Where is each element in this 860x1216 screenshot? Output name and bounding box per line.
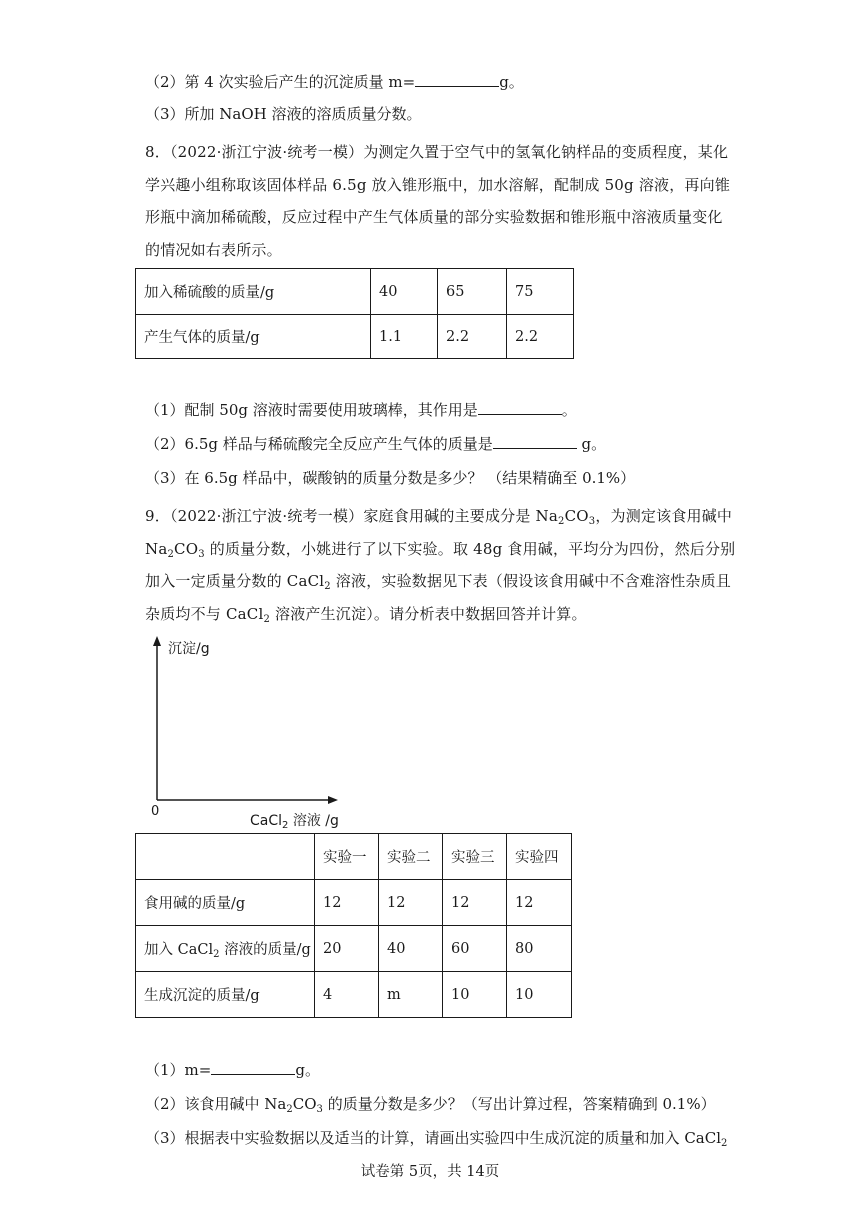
table-cell: 食用碱的质量/g bbox=[136, 880, 315, 926]
table-cell: 12 bbox=[507, 880, 572, 926]
table-header: 实验一 bbox=[315, 834, 379, 880]
table-cell: 75 bbox=[507, 269, 574, 315]
q7-sub2: （2）第 4 次实验后产生的沉淀质量 m= g。 bbox=[145, 73, 524, 91]
q8-table bbox=[135, 268, 574, 359]
table-row bbox=[136, 972, 572, 1018]
table-cell: 20 bbox=[315, 926, 379, 972]
table-cell: 4 bbox=[315, 972, 379, 1018]
q8-sub3: （3）在 6.5g 样品中，碳酸钠的质量分数是多少？ （结果精确至 0.1%） bbox=[145, 469, 636, 487]
x-axis-label: CaCl$_2$ 溶液 /g bbox=[250, 813, 339, 831]
table-cell: 加入稀硫酸的质量/g bbox=[136, 269, 371, 315]
table-header: 实验二 bbox=[379, 834, 443, 880]
table-cell: 40 bbox=[371, 269, 438, 315]
x-axis-arrow-icon bbox=[328, 796, 338, 804]
q8-stem bbox=[145, 136, 731, 266]
table-row bbox=[136, 880, 572, 926]
q7-sub3: （3）所加 NaOH 溶液的溶质质量分数。 bbox=[145, 105, 422, 123]
table-cell: 12 bbox=[443, 880, 507, 926]
page-footer: 试卷第 5页，共 14页 bbox=[360, 1164, 500, 1180]
y-axis-label: 沉淀/g bbox=[168, 641, 210, 657]
q8-line-2: 学兴趣小组称取该固体样品 6.5g 放入锥形瓶中，加水溶解，配制成 50g 溶液，再向锥 bbox=[145, 175, 731, 194]
q9-sub1: （1）m= g。 bbox=[145, 1061, 320, 1079]
q8-line-1: 8．（2022·浙江宁波·统考一模）为测定久置于空气中的氢氧化钠样品的变质程度，某化 bbox=[145, 143, 729, 161]
q8-line-3: 形瓶中滴加稀硫酸，反应过程中产生气体质量的部分实验数据和锥形瓶中溶液质量变化 bbox=[145, 208, 723, 226]
answer-blank[interactable] bbox=[493, 434, 577, 449]
table-cell: 2.2 bbox=[438, 315, 507, 359]
table-cell: 60 bbox=[443, 926, 507, 972]
chart-axes bbox=[138, 632, 358, 832]
q9-sub2: （2）该食用碱中 $Na_2CO_3$ 的质量分数是多少？（写出计算过程，答案精确到 0.1%） bbox=[145, 1095, 716, 1115]
q9-table bbox=[135, 833, 572, 1018]
table-cell: 1.1 bbox=[371, 315, 438, 359]
table-cell: 2.2 bbox=[507, 315, 574, 359]
table-cell: 12 bbox=[315, 880, 379, 926]
q9-stem bbox=[145, 500, 736, 630]
q8-sub2: （2）6.5g 样品与稀硫酸完全反应产生气体的质量是 g。 bbox=[145, 435, 607, 453]
table-cell: 10 bbox=[443, 972, 507, 1018]
table-cell: 12 bbox=[379, 880, 443, 926]
q9-line-1: 9．（2022·浙江宁波·统考一模）家庭食用碱的主要成分是 $Na_2CO_3$，为测定该食用碱中 bbox=[145, 507, 733, 527]
table-header: 实验三 bbox=[443, 834, 507, 880]
table-row bbox=[136, 315, 574, 359]
table-cell: 加入 CaCl$_2$ 溶液的质量/g bbox=[136, 926, 315, 972]
q9-line-4: 杂质均不与 CaCl$_2$ 溶液产生沉淀）。请分析表中数据回答并计算。 bbox=[145, 604, 587, 625]
table-cell: 10 bbox=[507, 972, 572, 1018]
table-row bbox=[136, 269, 574, 315]
q8-sub1: （1）配制 50g 溶液时需要使用玻璃棒，其作用是 。 bbox=[145, 401, 577, 419]
q9-sub3: （3）根据表中实验数据以及适当的计算，请画出实验四中生成沉淀的质量和加入 CaCl$_2$ bbox=[145, 1129, 728, 1149]
table-cell: 生成沉淀的质量/g bbox=[136, 972, 315, 1018]
q7-sub2-text: （2）第 4 次实验后产生的沉淀质量 m= bbox=[145, 73, 416, 91]
origin-label: 0 bbox=[151, 804, 160, 819]
table-cell: 产生气体的质量/g bbox=[136, 315, 371, 359]
precipitate-chart[interactable] bbox=[138, 632, 358, 836]
q8-line-4: 的情况如右表所示。 bbox=[145, 240, 282, 259]
answer-blank[interactable] bbox=[211, 1060, 295, 1075]
table-cell: 40 bbox=[379, 926, 443, 972]
y-axis-arrow-icon bbox=[153, 636, 161, 646]
q9-line-2: $Na_2CO_3$ 的质量分数，小姚进行了以下实验。取 48g 食用碱，平均分为四份，然后分别 bbox=[145, 539, 736, 560]
table-cell bbox=[136, 834, 315, 880]
table-cell: 80 bbox=[507, 926, 572, 972]
table-row bbox=[136, 926, 572, 972]
table-cell: m bbox=[379, 972, 443, 1018]
q9-line-3: 加入一定质量分数的 CaCl$_2$ 溶液，实验数据见下表（假设该食用碱中不含难溶性杂质且 bbox=[145, 572, 731, 592]
answer-blank[interactable] bbox=[415, 72, 499, 87]
answer-blank[interactable] bbox=[478, 400, 562, 415]
table-cell: 65 bbox=[438, 269, 507, 315]
table-header-row bbox=[136, 834, 572, 880]
table-header: 实验四 bbox=[507, 834, 572, 880]
